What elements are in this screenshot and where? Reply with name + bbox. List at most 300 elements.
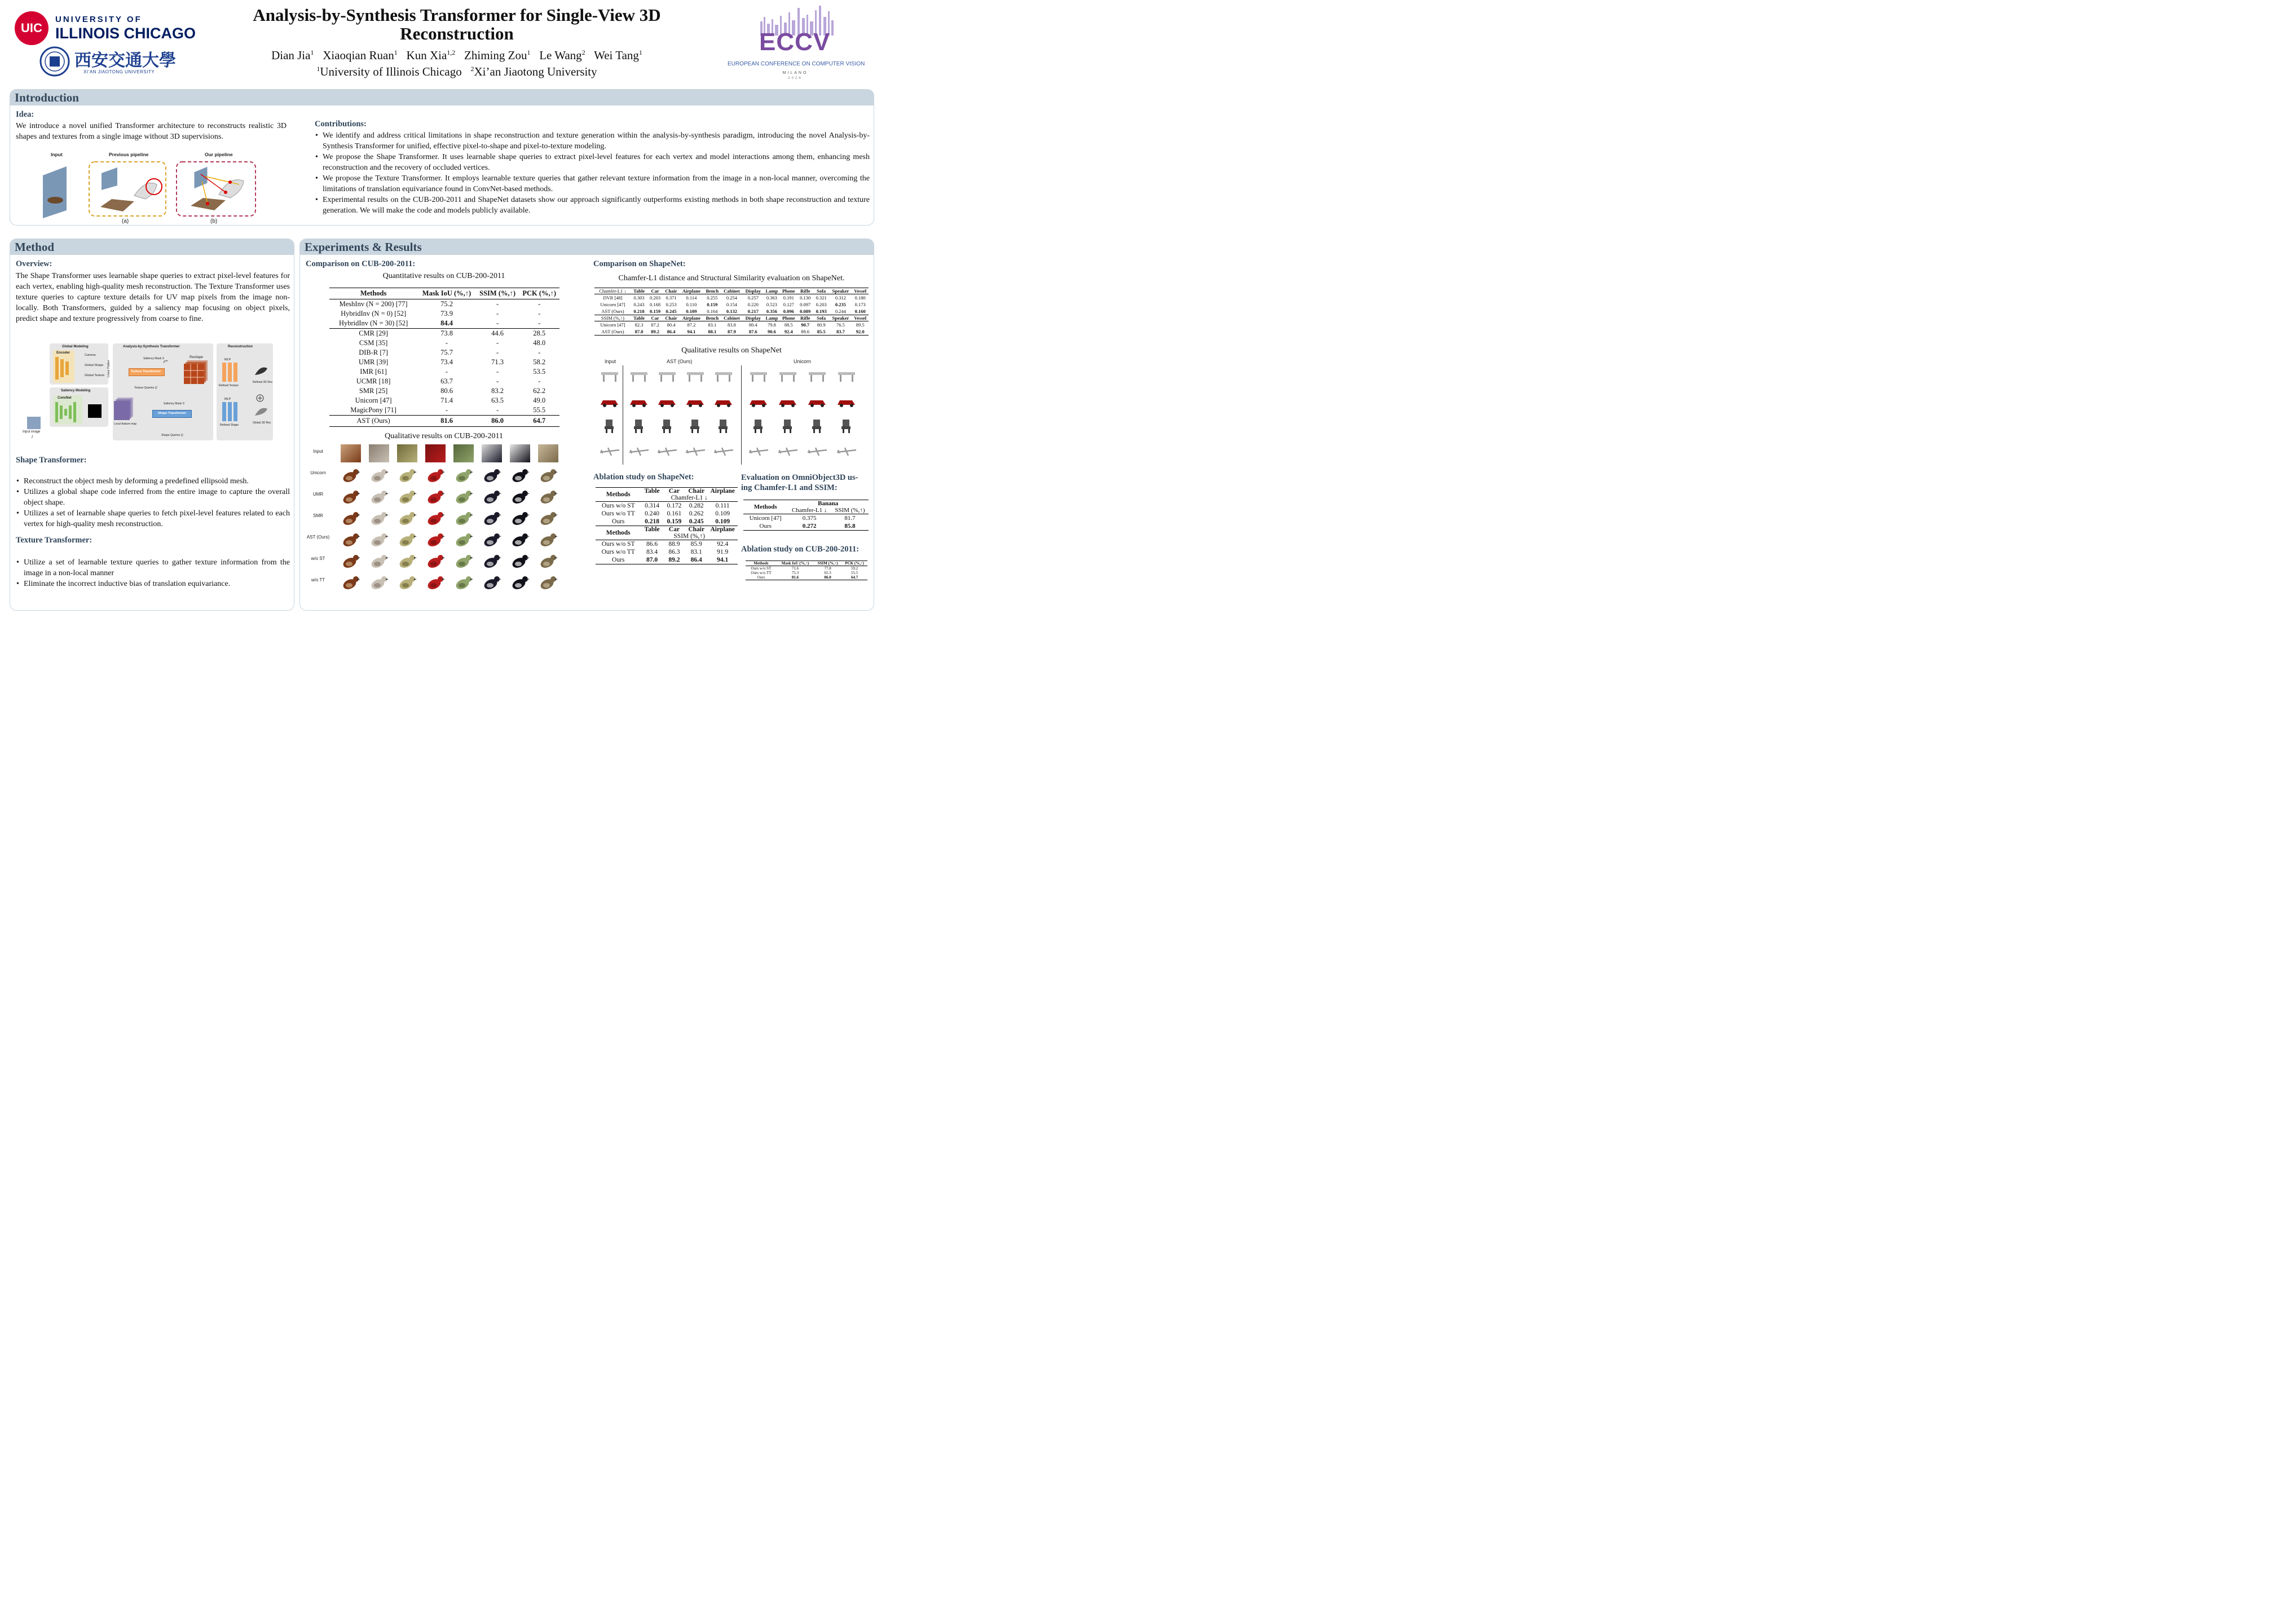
table-cell: 84.4 [440,319,453,327]
eccv-full: EUROPEAN CONFERENCE ON COMPUTER VISION [728,61,865,67]
global-modeling-label: Global Modeling [62,345,89,348]
table-row [596,510,738,518]
table-cell: 86.4 [667,329,676,334]
convnet-label: ConvNet [58,396,72,400]
input-photo [425,444,446,462]
table-cell: 0.218 [645,518,660,525]
table-header: Mask IoU (%,↑) [781,561,809,566]
table-cell: 73.4 [440,358,453,366]
table-header: PCK (%,↑) [845,561,864,566]
refined-3d-label: Refined 3D Rec [253,381,273,384]
row-label: Ours w/o TT [751,571,772,575]
divider [741,365,742,465]
table-cell: 0.109 [715,518,730,525]
row-label: AST (Ours) [601,329,624,334]
table-render-icon [836,369,857,385]
refined-texture-label: Refined Texture [219,384,239,387]
panel-header [10,90,874,105]
table-cell: 0.193 [816,308,827,314]
saliency-modeling-label: Saliency Modeling [61,389,91,392]
table-cell: 71.4 [440,396,453,404]
table-cell: 0.203 [649,295,661,301]
table-cell: - [496,348,499,356]
uic-line1: UNIVERSITY OF [55,15,142,24]
table-row [743,514,869,523]
table-cell: - [496,368,499,376]
table-cell: 0.254 [726,295,738,301]
table-cell: 0.172 [667,502,682,509]
method-panel [10,239,294,611]
table-cell: 0.243 [633,302,645,307]
car-render-icon [807,394,828,409]
bird-render-icon [453,574,474,591]
table-row [329,309,559,319]
table-cell: - [538,348,541,356]
bird-render-icon [453,553,474,570]
table-cell: 83.8 [728,322,736,328]
cub-table [329,288,559,427]
bird-render-icon [341,531,361,548]
bird-render-icon [538,574,558,591]
airplane-render-icon [685,443,706,459]
table-cell: 58.2 [533,358,546,366]
input-photo [397,444,417,462]
table-cell: 0.218 [633,308,645,314]
table-cell: 73.8 [440,329,453,337]
chair-render-icon [836,418,857,434]
car-render-icon [599,394,620,409]
table-cell: 53.5 [533,368,546,376]
table-cell: 0.245 [666,308,677,314]
table-cell: 80.9 [817,322,826,328]
table-row [596,518,738,526]
plus-icon [256,394,264,402]
table-header: Chair [665,288,677,294]
airplane-render-icon [628,443,650,459]
table-cell: 49.0 [533,396,546,404]
table-cell: 0.255 [707,295,718,301]
table-header: Sofa [817,288,826,294]
table-cell: 0.203 [816,302,827,307]
author: Wei Tang [594,48,639,62]
table-header: Table [633,315,645,321]
convnet-layers-icon [55,402,80,423]
chair-render-icon [685,418,706,434]
bird-render-icon [538,467,558,484]
chair-render-icon [628,418,650,434]
global-texture-label: Global Texture [85,374,105,377]
table-cell: 89.6 [801,329,810,334]
bird-render-icon [510,467,530,484]
bird-render-icon [510,510,530,527]
row-label: Unicorn [47] [355,396,392,404]
table-cell: 0.154 [726,302,738,307]
table-header: Display [745,315,761,321]
table-row [746,566,867,571]
abs-transformer-label: Analysis-by-Synthesis Transformer [123,345,180,348]
table-cell: 0.168 [649,302,661,307]
table-cell: 0.262 [689,510,704,517]
table-header: SSIM (%,↑) [479,289,516,297]
table-row [329,396,559,405]
table-cell: 86.6 [646,541,658,548]
mlp-label: MLP [224,398,231,401]
omni-title: Evaluation on OmniObject3D us- ing Chamfer-L1 and SSIM: [741,473,858,492]
bird-render-icon [482,553,502,570]
bird-render-icon [482,488,502,505]
bird-render-icon [453,488,474,505]
chair-render-icon [777,418,799,434]
refined-bird-icon [254,365,270,378]
xjtu-en: XI’AN JIAOTONG UNIVERSITY [83,69,155,74]
bird-render-icon [341,574,361,591]
table-cell: 87.0 [646,557,658,563]
car-render-icon [777,394,799,409]
table-row [329,348,559,358]
bird-render-icon [453,467,474,484]
table-cell: 80.4 [748,322,757,328]
table-cell: 0.523 [766,302,777,307]
xjtu-seal-icon [39,46,70,77]
local-feature-map-icon [114,398,134,420]
table-cell: 0.240 [645,510,660,517]
idea-text: We introduce a novel unified Transformer architecture to reconstructs realistic 3D shapes and textures from a single image without 3D supervisions. [16,122,287,141]
table-cell: 65.3 [824,571,831,575]
table-header: Speaker [832,315,849,321]
uic-logo [15,11,195,46]
table-cell: 79.8 [767,322,776,328]
table-cell: 0.096 [783,308,794,314]
table-render-icon [807,369,828,385]
panel-header [10,239,294,255]
row-label: UMR [39] [358,358,389,366]
table-cell: 63.5 [491,396,504,404]
bird-render-icon [538,510,558,527]
cub-qual-grid [306,443,565,595]
row-label: Ours w/o TT [601,510,635,517]
eccv-year: 2024 [788,77,803,80]
shapenet-qual-grid [597,365,867,465]
table-cell: 63.7 [440,377,453,385]
texture-queries-label: Texture Queries Q [134,386,157,390]
bird-render-icon [453,510,474,527]
bird-render-icon [425,531,446,548]
bird-render-icon [341,510,361,527]
uic-mark: UIC [15,11,49,45]
table-header: Rifle [800,315,810,321]
chair-render-icon [713,418,734,434]
table-cell: 86.0 [824,575,831,580]
table-cell: 0.356 [766,308,777,314]
table-cell: 73.9 [440,310,453,317]
list-item: • Utilize a set of learnable texture queries to gather texture information from the image in a non-local manner [16,557,290,579]
authors: Dian Jia$^1$ Xiaoqian Ruan$^1$ Kun Xia$^{1,2}$ Zhiming Zou$^1$ Le Wang$^2$ Wei Tang$^1$ [271,48,642,62]
table-header: Chamfer-L1 ↓ [599,288,627,294]
table-cell: 89.2 [668,557,680,563]
table-cell: 0.180 [854,295,866,301]
shape-transformer-title: Shape Transformer: [16,456,87,465]
table-cell: 0.272 [802,523,817,529]
table-render-icon [656,369,678,385]
chair-render-icon [656,418,678,434]
idea-title: Idea: [16,110,34,119]
local-feature-map-label: Local feature map [114,422,137,426]
table-header: Car [651,315,659,321]
table-header: PCK (%,↑) [522,289,557,297]
table-cell: 89.2 [651,329,659,334]
shapenet-caption: Chamfer-L1 distance and Structural Similarity evaluation on ShapeNet. [618,274,845,283]
qual-row-label: w/o TT [311,577,325,582]
global-shape-label: Global Shape [85,364,104,367]
table-cell: 87.0 [634,329,644,334]
table-cell: 77.8 [824,566,831,571]
bird-render-icon [425,510,446,527]
chair-render-icon [599,418,620,434]
contributions-list [315,130,870,216]
table-cell: 88.1 [708,329,717,334]
table-row [596,556,738,564]
texture-transformer-title: Texture Transformer: [16,536,92,545]
table-header: Lamp [765,315,778,321]
table-row [329,405,559,416]
title-line2: Reconstruction [400,24,514,43]
table-cell: - [496,319,499,327]
table-cell: 0.282 [689,502,704,509]
table-cell: 81.7 [844,515,856,522]
table-row [329,358,559,367]
table-row [329,338,559,348]
table-cell: 0.159 [667,518,682,525]
refined-shape-label: Refined Shape [220,423,239,427]
table-render-icon [713,369,734,385]
author: Zhiming Zou [464,48,527,62]
bird-render-icon [341,467,361,484]
input-photo [341,444,361,462]
table-row [329,377,559,386]
table-row [596,502,738,510]
table-render-icon [628,369,650,385]
table-cell: 48.0 [533,339,546,347]
row-label: Ours w/o ST [751,566,772,571]
ablation-cub-table [746,561,867,580]
table-header: SSIM (%,↑) [601,315,624,321]
bird-render-icon [397,531,417,548]
table-cell: 0.159 [707,302,718,307]
table-cell: 86.3 [668,549,680,555]
table-row [596,548,738,556]
input-photo [482,444,502,462]
airplane-render-icon [713,443,734,459]
table-cell: 83.1 [708,322,717,328]
encoder-layers-icon [55,357,72,381]
bird-render-icon [425,488,446,505]
table-cell: - [496,406,499,414]
airplane-render-icon [599,443,620,459]
airplane-render-icon [777,443,799,459]
table-header: Sofa [817,315,826,321]
uv-map-icon [184,360,209,385]
table-cell: 86.4 [690,557,702,563]
feature-symbol: $F^{tin}$ [164,359,168,364]
input-image-symbol: I [32,435,33,439]
fig-prev-label: Previous pipeline [109,152,149,157]
table-header: Cabinet [724,315,740,321]
table-cell: 0.245 [689,518,704,525]
table-cell: 71.6 [791,566,799,571]
table-row [594,294,869,302]
author: Kun Xia [406,48,447,62]
sn-qual-ast-label: AST (Ours) [667,359,693,364]
bird-render-icon [482,574,502,591]
table-cell: 0.109 [686,308,697,314]
table-cell: 0.089 [800,308,811,314]
bird-render-icon [369,574,389,591]
list-item: • We propose the Texture Transformer. It employs learnable texture queries that gather relevant texture information from the image in a non-local manner, overcoming the limitations of translation equivariance found in ConvNet-based methods. [315,173,870,195]
bird-render-icon [425,467,446,484]
bird-render-icon [482,467,502,484]
table-header: Cabinet [724,288,740,294]
table-cell: 62.2 [533,387,546,395]
cub-caption: Quantitative results on CUB-200-2011 [382,272,505,280]
table-cell: 0.253 [666,302,677,307]
airplane-render-icon [748,443,769,459]
row-label: MeshInv (N = 200) [77] [339,300,408,308]
list-item: • Experimental results on the CUB-200-2011 and ShapeNet datasets show our approach significantly outperforms existing methods in both shape reconstruction and texture generation. We will make the code and models publicly available. [315,195,870,216]
table-cell: 0.220 [747,302,759,307]
table-cell: 0.235 [835,302,846,307]
shapenet-qual-caption: Qualitative results on ShapeNet [681,346,782,355]
table-header: Chair [665,315,677,321]
author: Dian Jia [271,48,311,62]
input-photo [369,444,389,462]
table-header: Car [651,288,659,294]
table-row: AST (Ours) 81.6 86.0 64.7 [329,416,559,427]
table-cell: 0.244 [835,308,846,314]
table-cell: - [538,310,541,317]
omni-table: Methods Banana Chamfer-L1 ↓ SSIM (%,↑) Unicorn [47] 0.375 81.7 Ours 0.272 85.8 [743,500,869,531]
row-label: DIB-R [7] [359,348,388,356]
table-cell: 55.5 [533,406,546,414]
list-item: • Eliminate the incorrect inductive bias of translation equivariance. [16,579,290,589]
table-cell: - [445,406,448,414]
shape-points-list [16,476,290,529]
table-header: Bench [706,315,719,321]
mlp-label: MLP [224,358,231,361]
pipeline-figure [38,152,258,225]
list-item: • Reconstruct the object mesh by deforming a predefined ellipsoid mesh. [16,476,290,487]
xjtu-cn: 西安交通大學 [74,51,176,70]
mlp-texture-icon [222,363,238,382]
table-cell: - [538,319,541,327]
saliency-mask-label: Saliency Mask S [143,357,164,360]
bird-render-icon [538,553,558,570]
table-cell: 0.257 [747,295,759,301]
table-cell: 0.111 [715,502,730,509]
texture-transformer-label: Texture Transformer [131,370,161,373]
table-cell: 0.127 [783,302,794,307]
qual-row-label: w/o ST [311,556,325,561]
bird-render-icon [369,510,389,527]
bird-render-icon [341,553,361,570]
shapenet-title: Comparison on ShapeNet: [593,259,686,268]
table-cell: 0.312 [835,295,846,301]
table-cell: 0.109 [715,510,730,517]
eccv-wordmark: ECCV [759,28,831,56]
car-render-icon [628,394,650,409]
table-row [596,540,738,549]
overview-title: Overview: [16,259,52,268]
table-header: Display [745,288,761,294]
bird-render-icon [510,531,530,548]
row-label: Ours [757,575,765,580]
saliency-mask-label: Saliency Mask S [164,402,184,405]
bird-render-icon [369,488,389,505]
introduction-panel [10,89,874,226]
table-row [746,571,867,575]
table-cell: 0.303 [633,295,645,301]
table-cell: 0.173 [854,302,866,307]
chair-render-icon [807,418,828,434]
table-cell: 0.161 [667,510,682,517]
table-header: Phone [782,288,795,294]
bird-render-icon [397,510,417,527]
row-label: Ours w/o ST [601,541,635,548]
eccv-city: MILANO [782,71,808,75]
bird-render-icon [397,467,417,484]
table-row [329,329,559,339]
row-label: DVR [48] [603,295,623,301]
qual-row-label: Unicorn [310,470,326,475]
bird-render-icon [369,531,389,548]
table-cell: 90.7 [801,322,810,328]
encoder-label: Encoder [56,351,70,355]
car-render-icon [748,394,769,409]
table-cell: 0.314 [645,502,660,509]
table-render-icon [685,369,706,385]
table-cell: 80.4 [667,322,676,328]
qual-row-label: UMR [312,492,324,497]
table-header: Airplane [682,288,701,294]
airplane-render-icon [836,443,857,459]
table-cell: 94.1 [687,329,696,334]
fig-b-label: (b) [210,218,218,224]
bird-render-icon [397,553,417,570]
overview-text: The Shape Transformer uses learnable shape queries to extract pixel-level features for each vertex, enabling high-quality mesh reconstruction. The Texture Transformer uses texture queries to capture texture details for UV map pixels from the image non-locally. Both Transformers, guided by a saliency map focusing on object pixels, predict shape and texture progressively from coarse to fine. [16,272,290,323]
row-label: Unicorn [47] [600,322,625,328]
row-label: Unicorn [47] [749,515,782,522]
table-cell: 0.097 [800,302,811,307]
table-row [594,328,869,336]
table-cell: 0.130 [800,295,811,301]
table-cell: 83.4 [646,549,658,555]
uic-line2: ILLINOIS CHICAGO [55,25,196,42]
table-row [329,299,559,310]
mlp-shape-icon [222,402,238,421]
row-label: CSM [35] [359,339,388,347]
table-cell: 81.6 [791,575,799,580]
table-cell: - [445,339,448,347]
table-row [594,308,869,315]
eccv-logo [728,5,863,83]
table-cell: 64.7 [850,575,858,580]
ablation-shapenet-table: Methods Table Car Chair Airplane Chamfer-L1 ↓ Ours w/o ST 0.314 0.172 0.282 0.111 Ours w/o TT 0.240 0.161 0.262 0.109 Ours 0.218 0.159 0.245 0.109 Methods Table Car Chair Airplane SSIM (%,↑) Ours w/o ST 86.6 88.9 85.9 92.4 Ours w/o TT 83.4 86.3 83.1 91.9 Ours 87.0 89.2 86.4 94.1 [596,487,738,564]
author: Le Wang [539,48,582,62]
section-title: Experiments & Results [305,240,422,254]
table-render-icon [748,369,769,385]
table-header: Methods [360,289,387,297]
shape-queries-label: Shape Queries Q [161,434,183,437]
table-row [743,522,869,531]
